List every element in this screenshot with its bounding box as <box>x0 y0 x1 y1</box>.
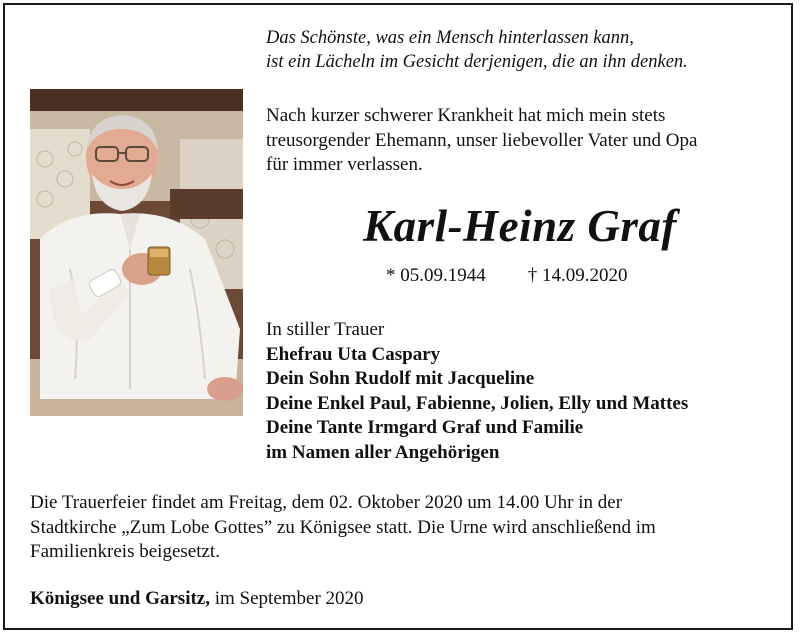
quote-line-2: ist ein Lächeln im Gesicht derjenigen, die an ihn denken. <box>266 52 688 72</box>
mourning-heading: In stiller Trauer <box>266 319 385 340</box>
service-line-2: Stadtkirche „Zum Lobe Gottes” zu Königsee statt. Die Urne wird anschließend im <box>30 516 656 538</box>
birth-date: * 05.09.1944 <box>386 265 486 286</box>
mourner-name: Deine Enkel Paul, Fabienne, Jolien, Elly und Mattes <box>266 392 689 414</box>
portrait-photo <box>30 89 243 416</box>
service-line-3: Familienkreis beigesetzt. <box>30 541 220 562</box>
deceased-name: Karl-Heinz Graf <box>363 201 677 251</box>
service-line-1: Die Trauerfeier findet am Freitag, dem 02. Oktober 2020 um 14.00 Uhr in der <box>30 492 623 513</box>
intro-text <box>266 104 774 178</box>
closing-date: im September 2020 <box>209 588 364 609</box>
mourner-name: Ehefrau Uta Caspary <box>266 343 441 365</box>
quote-line-1: Das Schönste, was ein Mensch hinterlassen kann, <box>266 28 634 48</box>
portrait-photo-image <box>30 89 243 416</box>
mourner-name: Dein Sohn Rudolf mit Jacqueline <box>266 368 535 390</box>
closing-line <box>30 587 775 611</box>
death-date: † 14.09.2020 <box>527 265 628 286</box>
mourner-name: im Namen aller Angehörigen <box>266 441 500 463</box>
closing-place: Königsee und Garsitz, <box>30 588 210 609</box>
mourners-list <box>266 318 774 466</box>
memorial-quote <box>266 26 776 74</box>
intro-line-1: Nach kurzer schwerer Krankheit hat mich mein stets <box>266 105 666 126</box>
intro-line-2: treusorgender Ehemann, unser liebevoller Vater und Opa <box>266 129 698 151</box>
intro-line-3: für immer verlassen. <box>266 154 423 175</box>
mourner-name: Deine Tante Irmgard Graf und Familie <box>266 417 584 439</box>
funeral-service-info <box>30 491 775 565</box>
life-dates <box>386 264 686 288</box>
